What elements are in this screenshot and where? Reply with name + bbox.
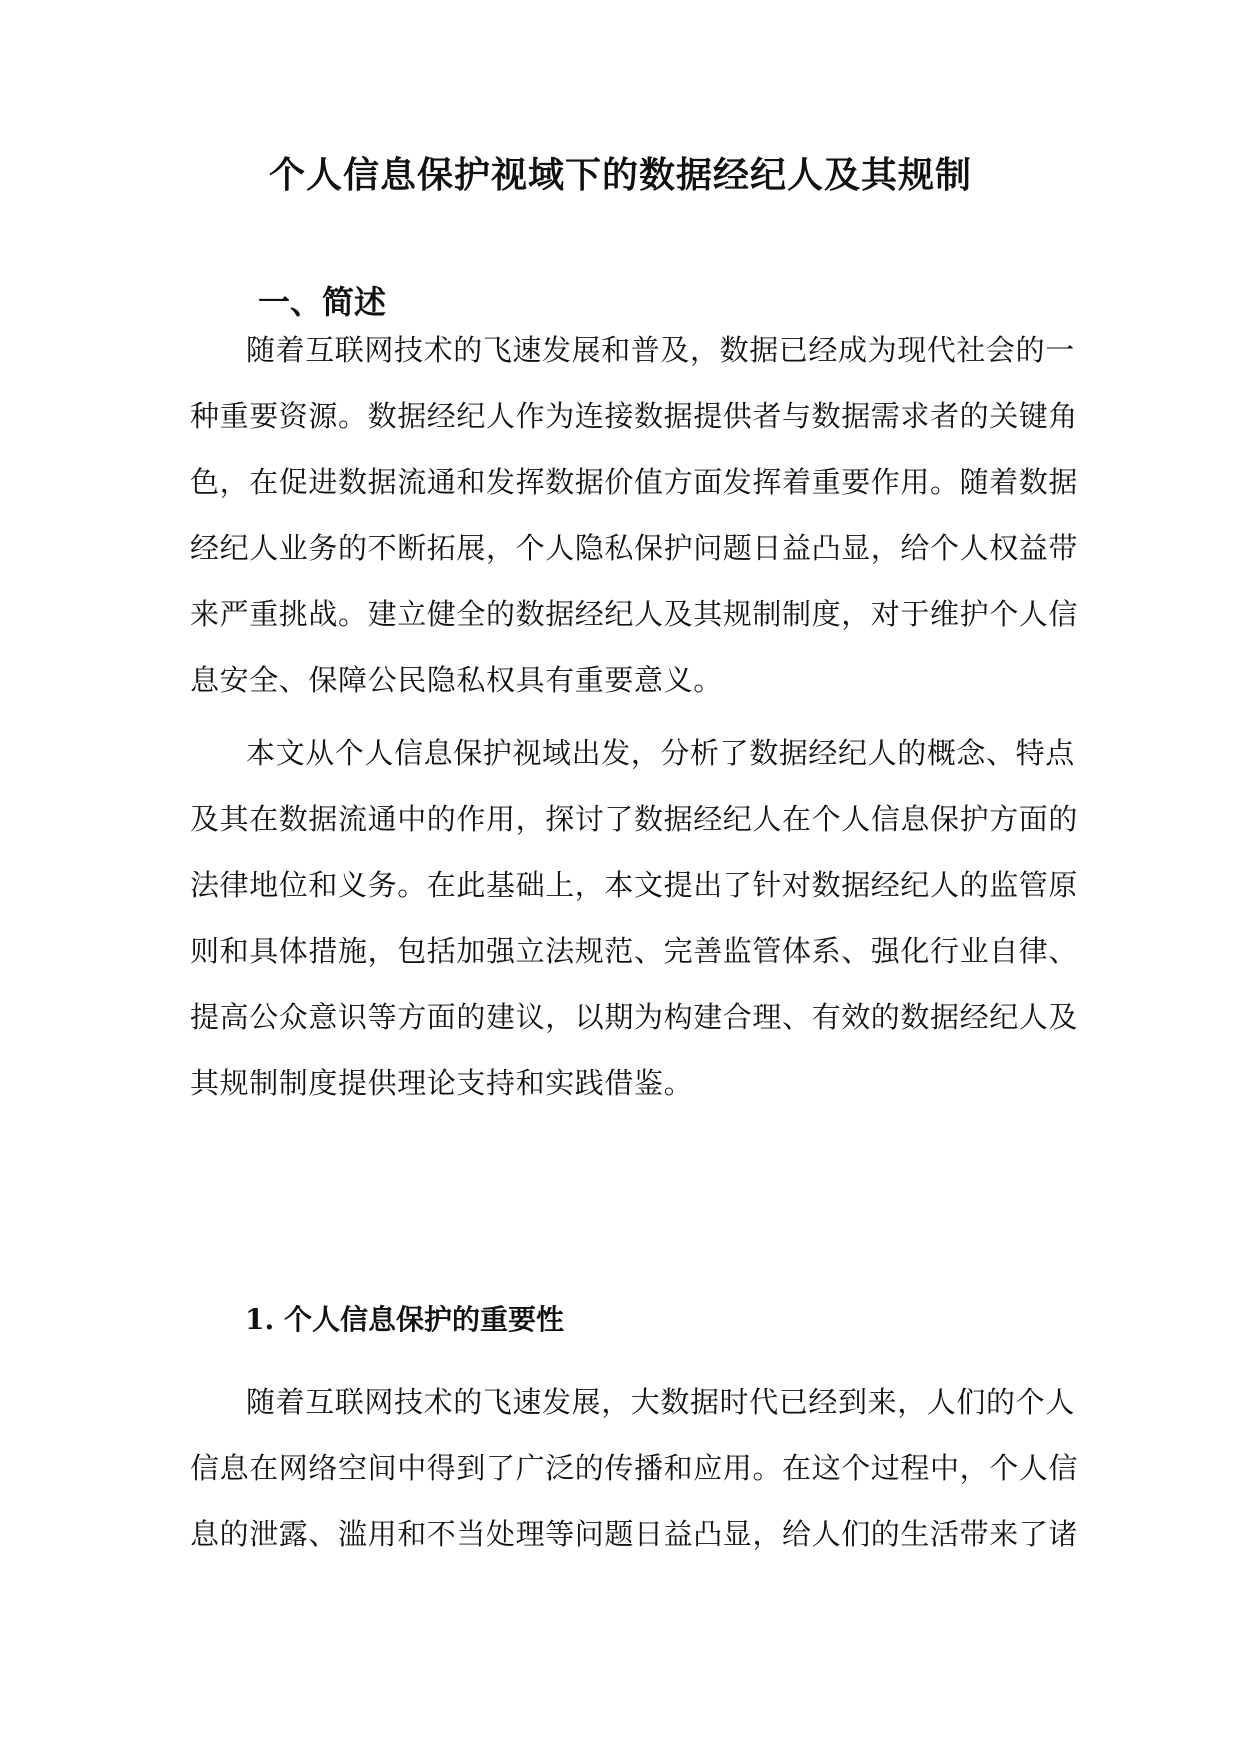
paragraph-line: 种重要资源。数据经纪人作为连接数据提供者与数据需求者的关键角 — [190, 399, 1079, 433]
paragraph-line: 息的泄露、滥用和不当处理等问题日益凸显，给人们的生活带来了诸 — [190, 1517, 1079, 1551]
paragraph-line: 经纪人业务的不断拓展，个人隐私保护问题日益凸显，给个人权益带 — [190, 531, 1079, 565]
paragraph-line: 提高公众意识等方面的建议，以期为构建合理、有效的数据经纪人及 — [190, 1000, 1079, 1034]
paragraph-line: 信息在网络空间中得到了广泛的传播和应用。在这个过程中，个人信 — [190, 1451, 1079, 1485]
paragraph-line: 色，在促进数据流通和发挥数据价值方面发挥着重要作用。随着数据 — [190, 465, 1079, 499]
paragraph-line: 随着互联网技术的飞速发展和普及，数据已经成为现代社会的一 — [246, 333, 1075, 367]
paragraph-line: 及其在数据流通中的作用，探讨了数据经纪人在个人信息保护方面的 — [190, 802, 1079, 836]
section-heading: 一、简述 — [258, 283, 387, 321]
document-title: 个人信息保护视域下的数据经纪人及其规制 — [268, 154, 972, 196]
paragraph-line: 息安全、保障公民隐私权具有重要意义。 — [190, 663, 723, 697]
paragraph-line: 则和具体措施，包括加强立法规范、完善监管体系、强化行业自律、 — [190, 934, 1079, 968]
paragraph-line: 其规制制度提供理论支持和实践借鉴。 — [190, 1066, 694, 1100]
paragraph-line: 来严重挑战。建立健全的数据经纪人及其规制制度，对于维护个人信 — [190, 597, 1079, 631]
paragraph-line: 本文从个人信息保护视域出发，分析了数据经纪人的概念、特点 — [246, 736, 1075, 770]
paragraph-line: 法律地位和义务。在此基础上，本文提出了针对数据经纪人的监管原 — [190, 868, 1079, 902]
paragraph-line: 随着互联网技术的飞速发展，大数据时代已经到来，人们的个人 — [246, 1385, 1075, 1419]
subsection-heading: 1. 个人信息保护的重要性 — [245, 1303, 564, 1336]
